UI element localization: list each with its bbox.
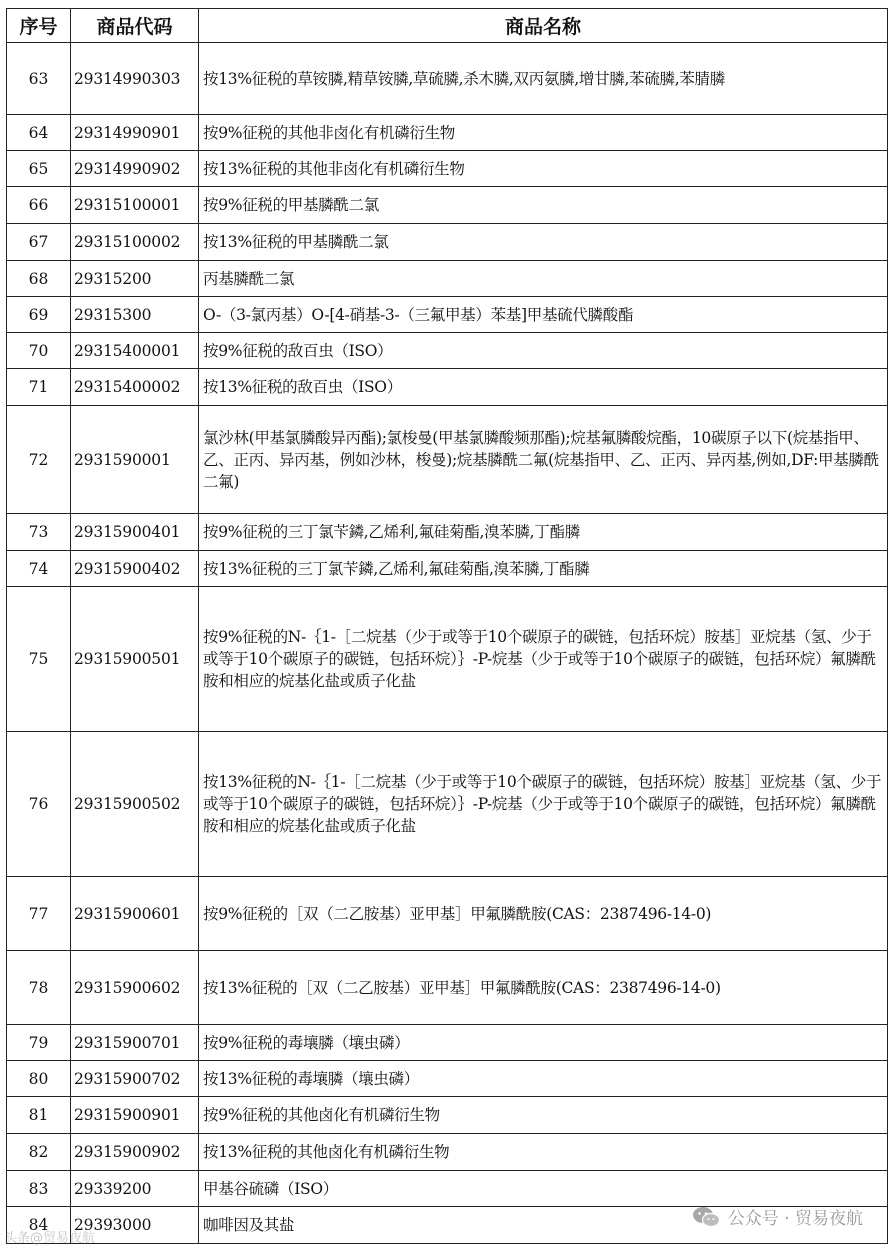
cell-code: 29315300 xyxy=(71,297,199,333)
cell-seq: 70 xyxy=(7,333,71,369)
table-row xyxy=(7,261,888,297)
table-row xyxy=(7,551,888,587)
cell-name: 按9%征税的其他非卤化有机磷衍生物 xyxy=(199,115,888,151)
cell-code: 29314990901 xyxy=(71,115,199,151)
header-seq: 序号 xyxy=(7,9,71,43)
cell-code: 29315900701 xyxy=(71,1025,199,1061)
cell-code: 29315900502 xyxy=(71,732,199,877)
table-row xyxy=(7,877,888,951)
cell-name: 按13%征税的［双（二乙胺基）亚甲基］甲氟膦酰胺(CAS：2387496-14-0) xyxy=(199,951,888,1025)
cell-code: 29315900402 xyxy=(71,551,199,587)
cell-code: 29315400002 xyxy=(71,369,199,406)
cell-seq: 63 xyxy=(7,43,71,115)
cell-seq: 82 xyxy=(7,1134,71,1171)
cell-seq: 65 xyxy=(7,151,71,187)
table-row xyxy=(7,115,888,151)
commodity-table xyxy=(6,8,888,1244)
cell-code: 29315900702 xyxy=(71,1061,199,1097)
table-row xyxy=(7,224,888,261)
header-name: 商品名称 xyxy=(199,9,888,43)
cell-seq: 76 xyxy=(7,732,71,877)
table-row xyxy=(7,587,888,732)
corner-watermark: 头条@贸易夜航 xyxy=(4,1231,96,1246)
cell-code: 29393000 xyxy=(71,1207,199,1244)
cell-seq: 79 xyxy=(7,1025,71,1061)
cell-name: 按13%征税的毒壤膦（壤虫磷） xyxy=(199,1061,888,1097)
table-row xyxy=(7,514,888,551)
cell-code: 2931590001 xyxy=(71,406,199,514)
table-row xyxy=(7,1097,888,1134)
table-row xyxy=(7,333,888,369)
table-row xyxy=(7,187,888,224)
wechat-icon xyxy=(692,1206,720,1228)
cell-seq: 73 xyxy=(7,514,71,551)
cell-name: 甲基谷硫磷（ISO） xyxy=(199,1171,888,1207)
cell-seq: 67 xyxy=(7,224,71,261)
cell-name: 按13%征税的三丁氯苄鏻,乙烯利,氟硅菊酯,溴苯膦,丁酯膦 xyxy=(199,551,888,587)
cell-name: 按13%征税的敌百虫（ISO） xyxy=(199,369,888,406)
table-row xyxy=(7,1025,888,1061)
cell-name: 按9%征税的敌百虫（ISO） xyxy=(199,333,888,369)
header-code: 商品代码 xyxy=(71,9,199,43)
table-body xyxy=(7,43,888,1244)
table-header-row xyxy=(7,9,888,43)
cell-seq: 68 xyxy=(7,261,71,297)
cell-name: 按9%征税的N-｛1-［二烷基（少于或等于10个碳原子的碳链，包括环烷）胺基］亚烷基（氢、少于或等于10个碳原子的碳链，包括环烷）｝-P-烷基（少于或等于10个碳原子的碳链，包括环烷）氟膦酰胺和相应的烷基化盐或质子化盐 xyxy=(199,587,888,732)
cell-seq: 69 xyxy=(7,297,71,333)
cell-seq: 83 xyxy=(7,1171,71,1207)
watermark xyxy=(692,1204,863,1229)
cell-code: 29315200 xyxy=(71,261,199,297)
cell-name: 按13%征税的其他卤化有机磷衍生物 xyxy=(199,1134,888,1171)
cell-name: 按9%征税的三丁氯苄鏻,乙烯利,氟硅菊酯,溴苯膦,丁酯膦 xyxy=(199,514,888,551)
cell-seq: 77 xyxy=(7,877,71,951)
cell-code: 29315400001 xyxy=(71,333,199,369)
table-row xyxy=(7,151,888,187)
cell-seq: 74 xyxy=(7,551,71,587)
cell-name: 按13%征税的甲基膦酰二氯 xyxy=(199,224,888,261)
table-row xyxy=(7,406,888,514)
cell-name: 按9%征税的其他卤化有机磷衍生物 xyxy=(199,1097,888,1134)
cell-seq: 81 xyxy=(7,1097,71,1134)
cell-code: 29315900401 xyxy=(71,514,199,551)
cell-code: 29315900501 xyxy=(71,587,199,732)
table-row xyxy=(7,43,888,115)
cell-name: O-（3-氯丙基）O-[4-硝基-3-（三氟甲基）苯基]甲基硫代膦酸酯 xyxy=(199,297,888,333)
table-row xyxy=(7,732,888,877)
cell-name: 按13%征税的N-｛1-［二烷基（少于或等于10个碳原子的碳链，包括环烷）胺基］亚烷基（氢、少于或等于10个碳原子的碳链，包括环烷）｝-P-烷基（少于或等于10个碳原子的碳链，包括环烷）氟膦酰胺和相应的烷基化盐或质子化盐 xyxy=(199,732,888,877)
cell-name: 丙基膦酰二氯 xyxy=(199,261,888,297)
cell-name: 按9%征税的［双（二乙胺基）亚甲基］甲氟膦酰胺(CAS：2387496-14-0) xyxy=(199,877,888,951)
table-row xyxy=(7,951,888,1025)
cell-code: 29315900602 xyxy=(71,951,199,1025)
cell-seq: 72 xyxy=(7,406,71,514)
cell-seq: 66 xyxy=(7,187,71,224)
cell-code: 29314990902 xyxy=(71,151,199,187)
table-row xyxy=(7,1171,888,1207)
cell-seq: 84 xyxy=(7,1207,71,1244)
cell-code: 29314990303 xyxy=(71,43,199,115)
cell-code: 29315100002 xyxy=(71,224,199,261)
cell-name: 按9%征税的毒壤膦（壤虫磷） xyxy=(199,1025,888,1061)
table-row xyxy=(7,1061,888,1097)
table-row xyxy=(7,369,888,406)
cell-name: 按13%征税的其他非卤化有机磷衍生物 xyxy=(199,151,888,187)
cell-name: 氯沙林(甲基氯膦酸异丙酯);氯梭曼(甲基氯膦酸频那酯);烷基氟膦酸烷酯，10碳原子以下(烷基指甲、乙、正丙、异丙基，例如沙林，梭曼);烷基膦酰二氟(烷基指甲、乙、正丙、异丙基,例如,DF:甲基膦酰二氟) xyxy=(199,406,888,514)
cell-name: 按9%征税的甲基膦酰二氯 xyxy=(199,187,888,224)
cell-code: 29315900902 xyxy=(71,1134,199,1171)
cell-seq: 80 xyxy=(7,1061,71,1097)
cell-code: 29339200 xyxy=(71,1171,199,1207)
table-row xyxy=(7,1134,888,1171)
cell-code: 29315100001 xyxy=(71,187,199,224)
table-row xyxy=(7,297,888,333)
cell-seq: 64 xyxy=(7,115,71,151)
watermark-text: 公众号 · 贸易夜航 xyxy=(727,1209,863,1229)
cell-seq: 71 xyxy=(7,369,71,406)
cell-seq: 78 xyxy=(7,951,71,1025)
cell-seq: 75 xyxy=(7,587,71,732)
cell-name: 咖啡因及其盐 xyxy=(199,1207,888,1244)
cell-code: 29315900601 xyxy=(71,877,199,951)
cell-code: 29315900901 xyxy=(71,1097,199,1134)
cell-name: 按13%征税的草铵膦,精草铵膦,草硫膦,杀木膦,双丙氨膦,增甘膦,苯硫膦,苯腈膦 xyxy=(199,43,888,115)
